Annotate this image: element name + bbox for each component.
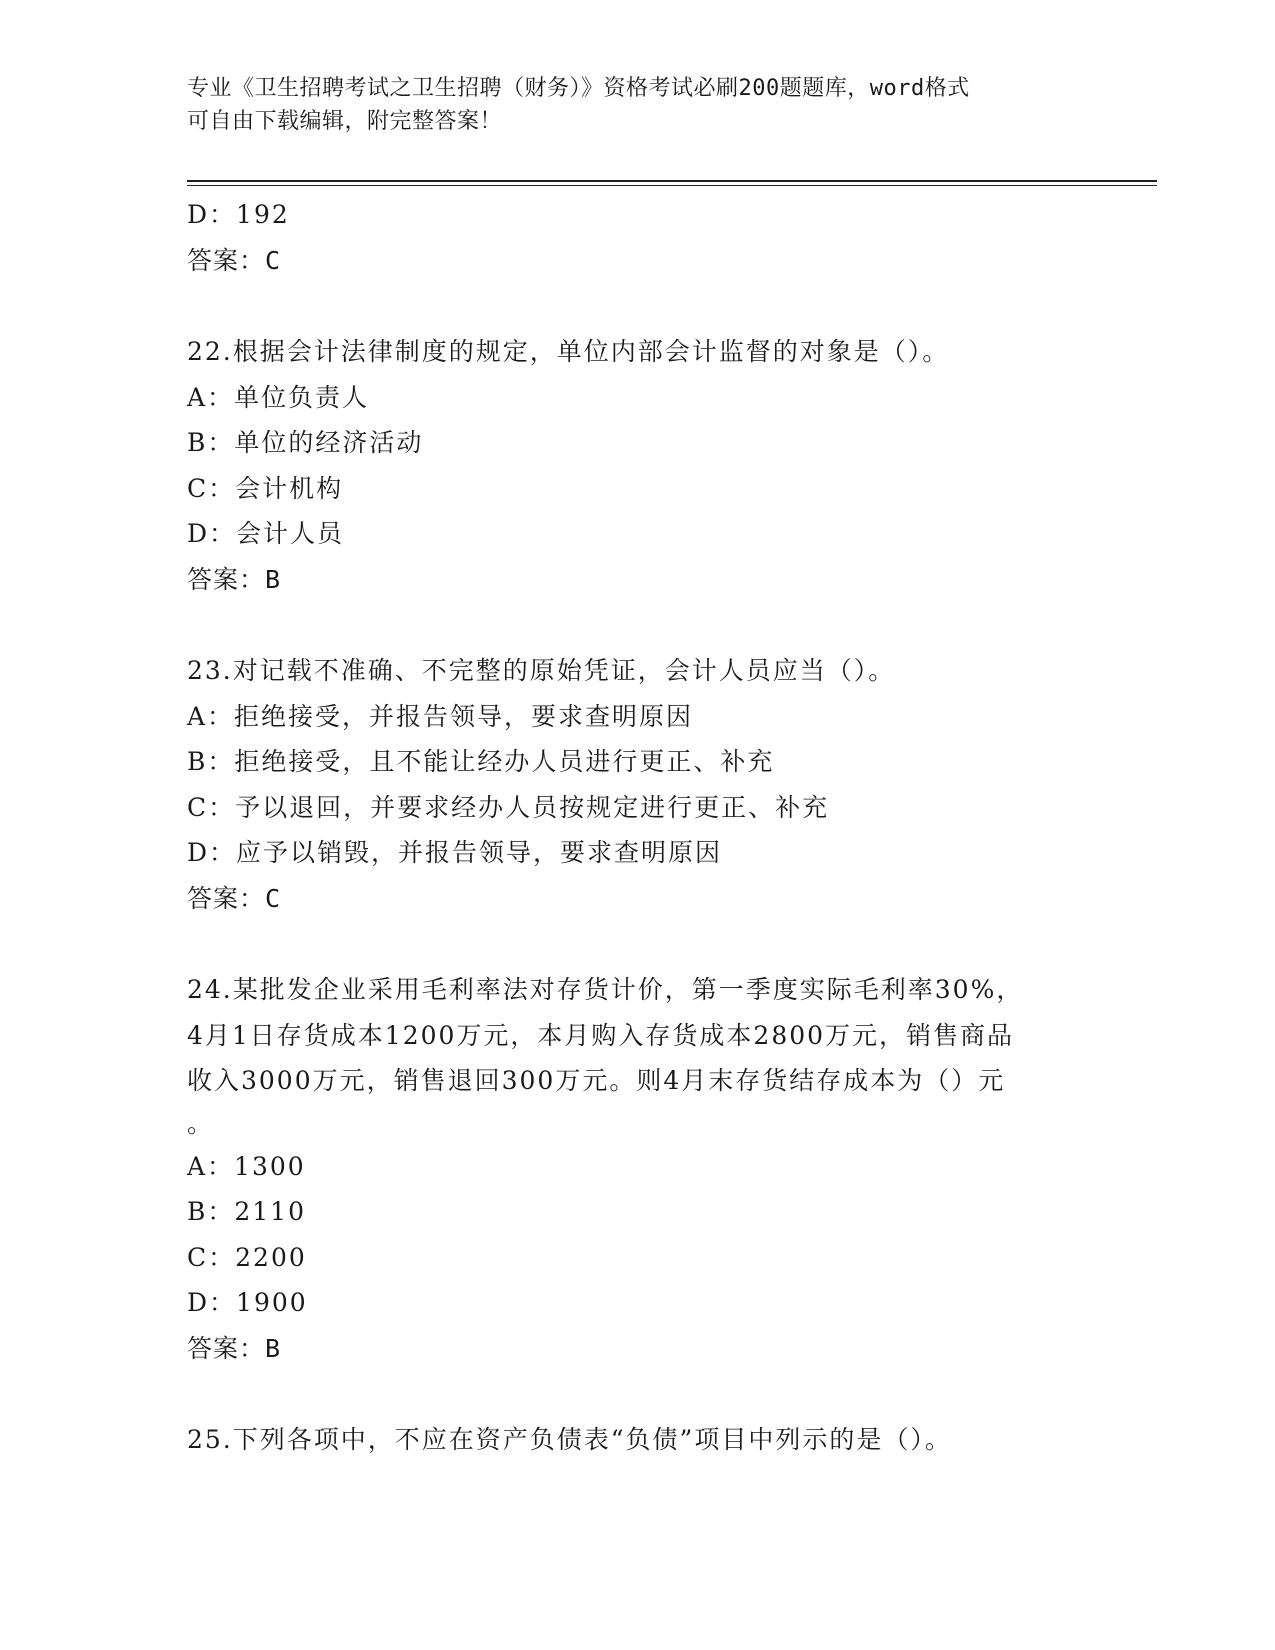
question-block-21: [187, 192, 1087, 283]
option-b: B：拒绝接受，且不能让经办人员进行更正、补充: [187, 747, 775, 776]
option-a: A：拒绝接受，并报告领导，要求查明原因: [187, 701, 694, 731]
answer-line: 答案：C: [187, 245, 282, 275]
option-c: C：2200: [187, 1242, 307, 1272]
answer-line: 答案：B: [187, 564, 282, 594]
option-a: A：单位负责人: [187, 382, 370, 412]
document-header: [187, 72, 1087, 138]
question-stem-line-3: 收入3000万元，销售退回300万元。则4月末存货结存成本为（）元: [187, 1066, 1006, 1095]
spacer: [187, 602, 1087, 648]
option-d: D：会计人员: [187, 519, 345, 548]
option-a: A：1300: [187, 1151, 306, 1181]
question-stem-trailing-period: 。: [187, 1108, 213, 1138]
question-stem: 25.下列各项中，不应在资产负债表“负债”项目中列示的是（）。: [187, 1425, 952, 1454]
option-d: D：192: [187, 200, 290, 229]
option-c: C：会计机构: [187, 473, 344, 503]
question-block-24: [187, 967, 1087, 1371]
spacer: [187, 283, 1087, 329]
header-title-line-2: 可自由下载编辑，附完整答案！: [187, 109, 503, 134]
question-stem: 23.对记载不准确、不完整的原始凭证，会计人员应当（）。: [187, 656, 896, 685]
header-title-line-1: 专业《卫生招聘考试之卫生招聘（财务）》资格考试必刷200题题库，word格式: [187, 76, 970, 101]
spacer: [187, 1371, 1087, 1417]
spacer: [187, 921, 1087, 967]
question-list: [187, 192, 1087, 1463]
option-d: D：应予以销毁，并报告领导，要求查明原因: [187, 838, 723, 867]
question-stem-line-2: 4月1日存货成本1200万元，本月购入存货成本2800万元，销售商品: [187, 1020, 1015, 1050]
option-b: B：2110: [187, 1197, 306, 1226]
header-rule-thick: [187, 180, 1157, 182]
option-c: C：予以退回，并要求经办人员按规定进行更正、补充: [187, 792, 830, 822]
question-stem-line-1: 24.某批发企业采用毛利率法对存货计价，第一季度实际毛利率30%，: [187, 975, 1024, 1004]
header-rule-thin: [187, 185, 1157, 186]
question-block-23: [187, 648, 1087, 921]
document-page: [187, 0, 1157, 1650]
question-block-25: [187, 1417, 1087, 1463]
option-d: D：1900: [187, 1288, 308, 1317]
option-b: B：单位的经济活动: [187, 428, 424, 457]
question-stem: 22.根据会计法律制度的规定，单位内部会计监督的对象是（）。: [187, 337, 950, 366]
answer-line: 答案：C: [187, 883, 282, 913]
question-block-22: [187, 329, 1087, 602]
answer-line: 答案：B: [187, 1333, 282, 1363]
